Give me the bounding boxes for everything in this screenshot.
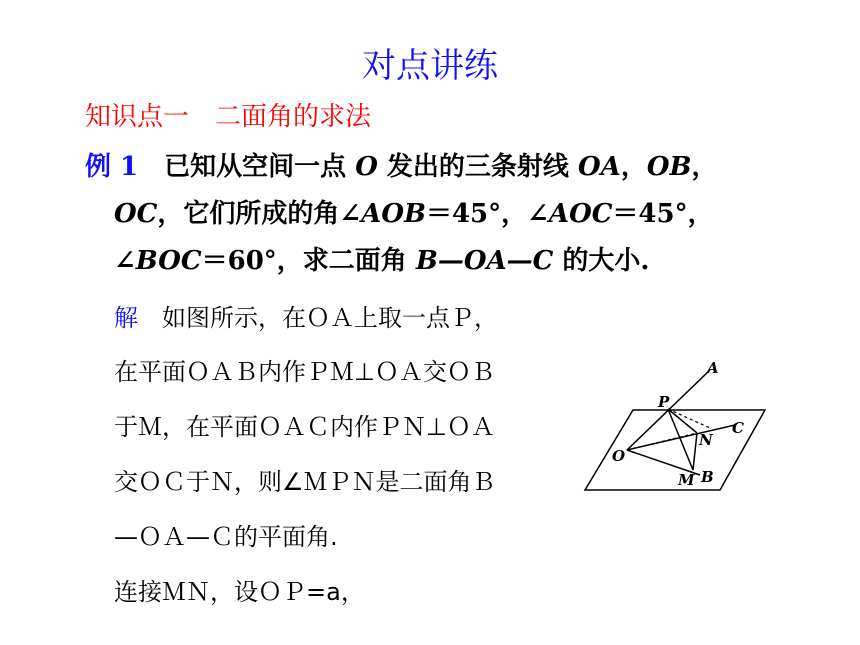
problem-line-1: 例 1 已知从空间一点 O 发出的三条射线 OA，OB， <box>85 152 718 182</box>
solution-label: 解 <box>114 304 138 332</box>
solution-line-3: 于Ｍ，在平面ＯＡＣ内作ＰＮ⊥ＯＡ <box>114 413 495 441</box>
solution-line-4: 交ＯＣ于Ｎ，则∠ＭＰＮ是二面角Ｂ <box>114 468 496 496</box>
label-a: A <box>707 359 719 377</box>
label-c: C <box>732 419 744 437</box>
dihedral-angle-figure <box>580 355 780 500</box>
solution-line-1: 解 如图所示，在ＯＡ上取一点Ｐ， <box>114 304 498 332</box>
label-o: O <box>612 447 626 465</box>
solution-line-5: —ＯＡ—Ｃ的平面角. <box>114 523 338 551</box>
example-label: 例 1 <box>85 152 139 182</box>
section-heading: 知识点一 二面角的求法 <box>85 102 372 132</box>
solution-line-2: 在平面ＯＡＢ内作ＰＭ⊥ＯＡ交ＯＢ <box>114 358 495 386</box>
label-m: M <box>678 471 695 489</box>
problem-line-3: ∠BOC＝60°，求二面角 B—OA—C 的大小. <box>114 246 650 276</box>
label-p: P <box>658 393 670 411</box>
problem-line-2: OC，它们所成的角∠AOB＝45°，∠AOC＝45°， <box>114 199 714 229</box>
label-b: B <box>701 468 714 486</box>
label-n: N <box>699 431 713 449</box>
solution-line-6: 连接ＭＮ，设ＯＰ=a， <box>114 578 365 606</box>
segment-mn <box>693 433 697 470</box>
page-title: 对点讲练 <box>362 46 498 86</box>
